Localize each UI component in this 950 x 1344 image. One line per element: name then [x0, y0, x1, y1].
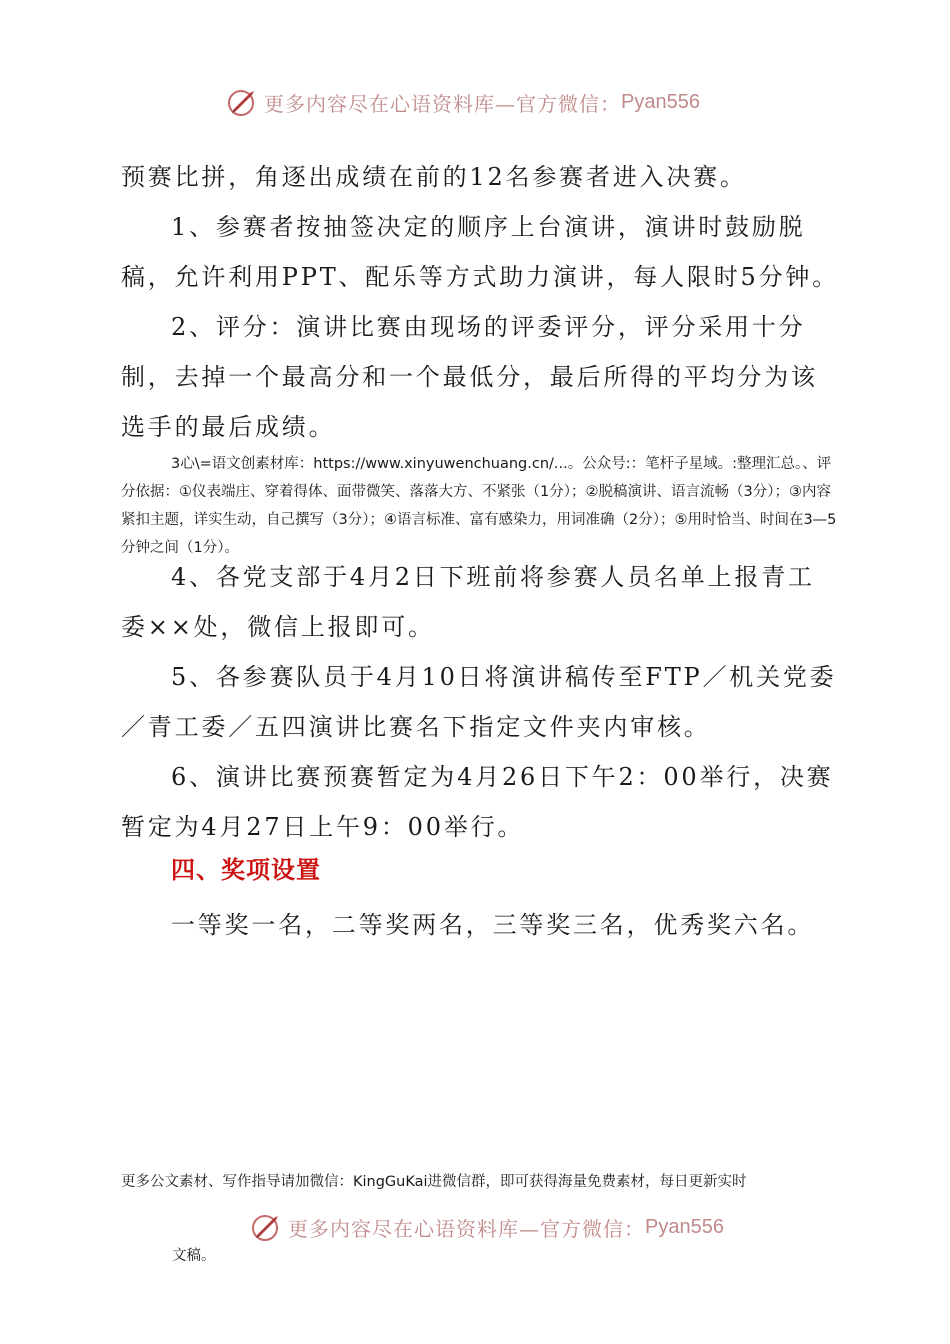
watermark-text: 更多内容尽在心语资料库—官方微信：: [288, 1216, 645, 1241]
watermark-id: Pyan556: [645, 1215, 724, 1238]
footer-tail: 文稿。: [172, 1248, 216, 1264]
section-heading-awards: 四、奖项设置: [171, 856, 321, 884]
paragraph-rule-2: 2、评分：演讲比赛由现场的评委评分，评分采用十分制，去掉一个最高分和一个最低分，最后所得的平均分为该选手的最后成绩。: [121, 313, 818, 441]
paragraph-rule-1: 1、参赛者按抽签决定的顺序上台演讲，演讲时鼓励脱稿，允许利用PPT、配乐等方式助力演讲，每人限时5分钟。: [121, 213, 839, 291]
paragraph-intro: 预赛比拼，角逐出成绩在前的12名参赛者进入决赛。: [121, 163, 747, 191]
body-block-2: [121, 552, 841, 852]
paragraph-rule-6: 6、演讲比赛预赛暂定为4月26日下午2：00举行，决赛暂定为4月27日上午9：00举行。: [121, 763, 834, 841]
paragraph-rule-4: 4、各党支部于4月2日下班前将参赛人员名单上报青工委××处，微信上报即可。: [121, 563, 815, 641]
body-block-3: [121, 900, 841, 950]
pen-logo-icon: [250, 1210, 284, 1244]
paragraph-awards: 一等奖一名，二等奖两名，三等奖三名，优秀奖六名。: [171, 911, 815, 939]
watermark-id: Pyan556: [621, 90, 700, 113]
pen-logo-icon: [226, 85, 260, 119]
paragraph-rule-3-note: 3心\=语文创素材库：https://www.xinyuwenchuang.cn/...。公众号:：笔杆子星域。:整理汇总。、评分依据：①仪表端庄、穿着得体、面带微笑、落落大方、不紧张（1分）；②脱稿演讲、语言流畅（3分）；③内容紧扣主题，详实生动，自己撰写（3分）；④语言标准、富有感染力，用词准确（2分）；⑤用时恰当、时间在3—5分钟之间（1分）。: [121, 456, 837, 556]
paragraph-rule-5: 5、各参赛队员于4月10日将演讲稿传至FTP／机关党委／青工委／五四演讲比赛名下指定文件夹内审核。: [121, 663, 837, 741]
footer-text: 更多公文素材、写作指导请加微信：KingGuKai进微信群，即可获得海量免费素材，每日更新实时: [121, 1174, 747, 1190]
watermark-bottom: [250, 1210, 724, 1244]
body-block-1: [121, 152, 841, 452]
watermark-text: 更多内容尽在心语资料库—官方微信：: [264, 91, 621, 116]
watermark-top: [226, 85, 700, 119]
